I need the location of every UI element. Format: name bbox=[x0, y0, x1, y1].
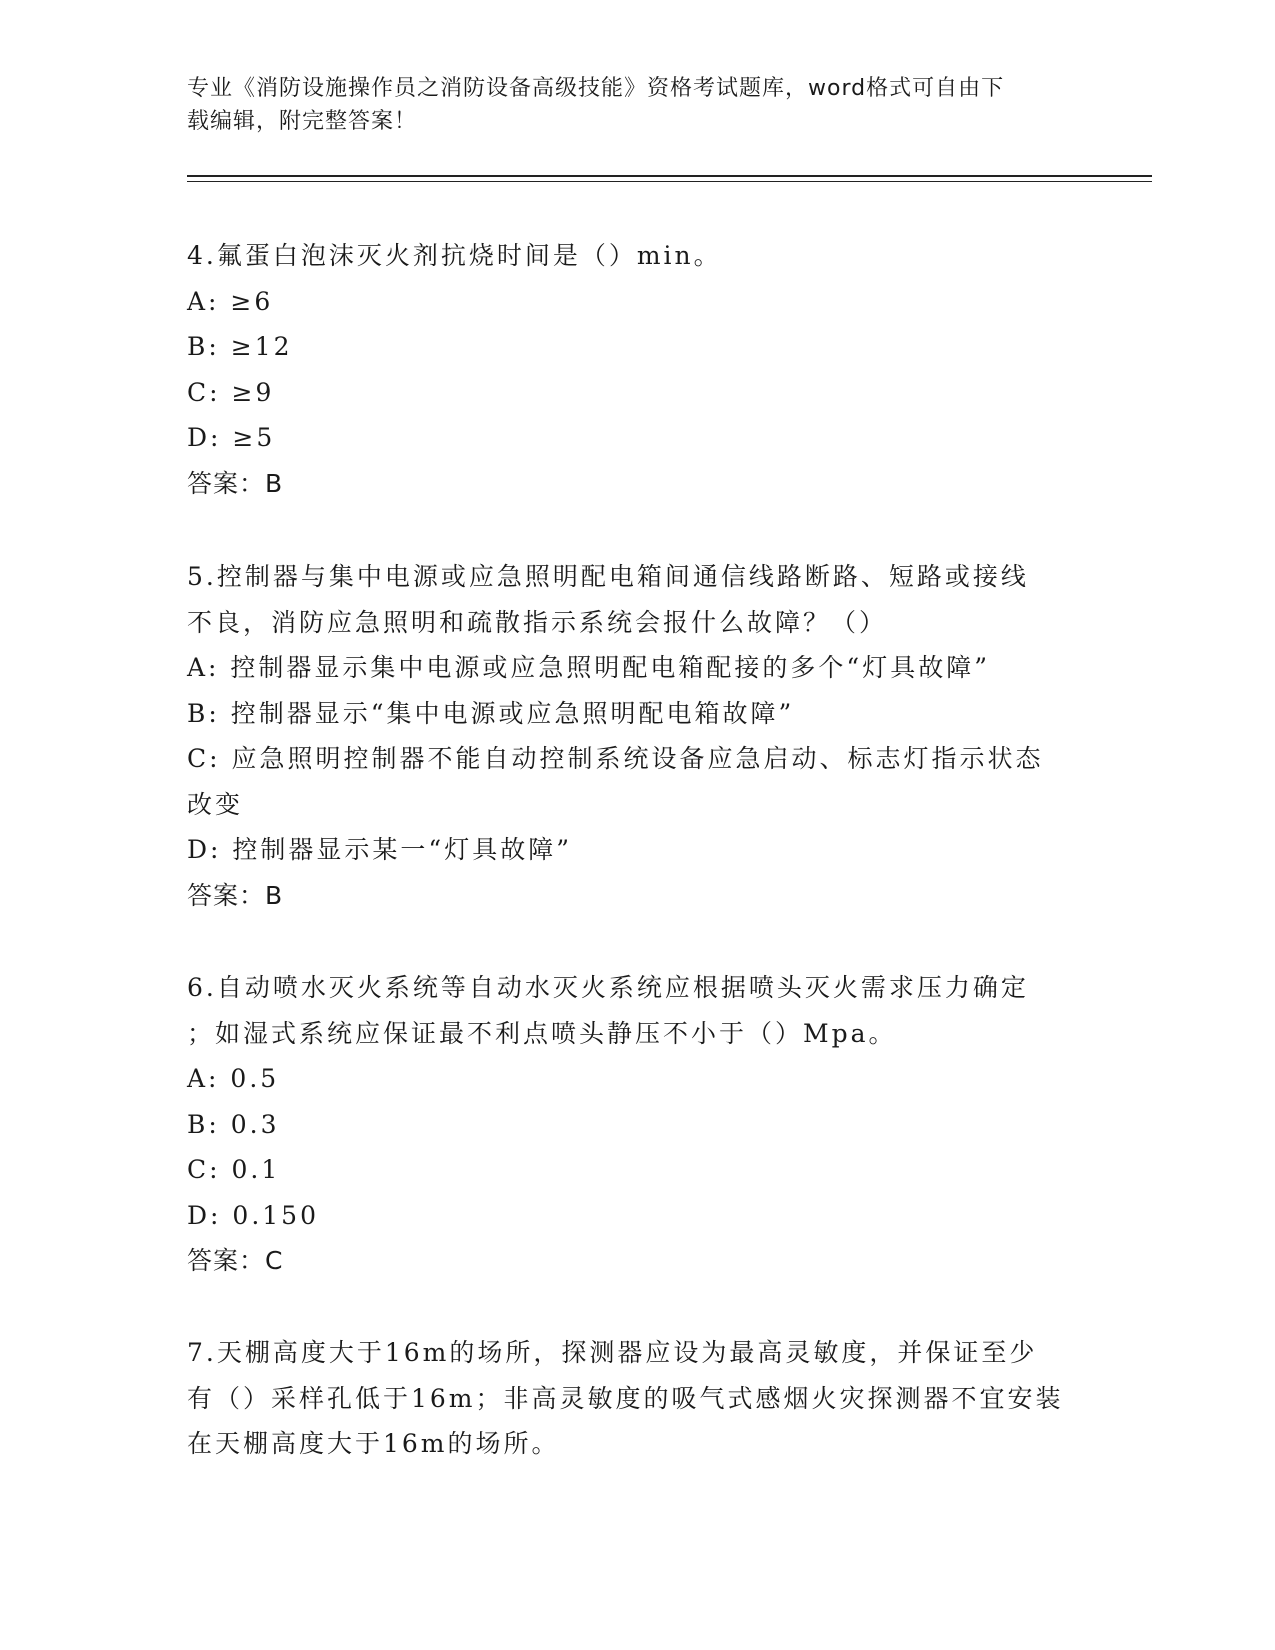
question-4 bbox=[187, 233, 1087, 506]
option-d: D: 0.150 bbox=[187, 1200, 319, 1230]
option-c: C: 0.1 bbox=[187, 1155, 281, 1184]
option-b: B: 0.3 bbox=[187, 1109, 280, 1139]
answer: 答案：B bbox=[187, 468, 284, 498]
option-b: B: 控制器显示“集中电源或应急照明配电箱故障” bbox=[187, 698, 795, 728]
document-header bbox=[187, 72, 1067, 138]
question-stem-line-1: 5.控制器与集中电源或应急照明配电箱间通信线路断路、短路或接线 bbox=[187, 562, 1029, 591]
question-7 bbox=[187, 1330, 1087, 1467]
question-stem-line-1: 6.自动喷水灭火系统等自动水灭火系统应根据喷头灭火需求压力确定 bbox=[187, 973, 1029, 1002]
question-stem-line-2: 不良，消防应急照明和疏散指示系统会报什么故障？（） bbox=[187, 607, 888, 637]
question-stem-line-3: 在天棚高度大于16m的场所。 bbox=[187, 1429, 560, 1458]
option-a: A: 控制器显示集中电源或应急照明配电箱配接的多个“灯具故障” bbox=[187, 653, 990, 682]
question-stem-line-1: 7.天棚高度大于16m的场所，探测器应设为最高灵敏度，并保证至少 bbox=[187, 1338, 1038, 1367]
header-divider-thin bbox=[187, 181, 1152, 182]
option-c: C: 应急照明控制器不能自动控制系统设备应急启动、标志灯指示状态 bbox=[187, 744, 1044, 773]
question-stem: 4.氟蛋白泡沫灭火剂抗烧时间是（）min。 bbox=[187, 241, 722, 270]
option-d: D: 控制器显示某一“灯具故障” bbox=[187, 835, 572, 864]
header-divider-thick bbox=[187, 175, 1152, 177]
header-line-2: 载编辑，附完整答案！ bbox=[187, 109, 418, 134]
answer: 答案：B bbox=[187, 880, 284, 910]
option-c: C: ≥9 bbox=[187, 377, 275, 407]
question-5 bbox=[187, 554, 1087, 918]
option-d: D: ≥5 bbox=[187, 423, 276, 452]
question-stem-line-2: ；如湿式系统应保证最不利点喷头静压不小于（）Mpa。 bbox=[187, 1018, 897, 1048]
answer: 答案：C bbox=[187, 1246, 284, 1275]
option-c-continuation: 改变 bbox=[187, 789, 244, 819]
option-a: A: 0.5 bbox=[187, 1064, 280, 1093]
question-stem-line-2: 有（）采样孔低于16m；非高灵敏度的吸气式感烟火灾探测器不宜安装 bbox=[187, 1383, 1064, 1413]
option-a: A: ≥6 bbox=[187, 286, 274, 316]
option-b: B: ≥12 bbox=[187, 332, 293, 361]
header-line-1: 专业《消防设施操作员之消防设备高级技能》资格考试题库，word格式可自由下 bbox=[187, 76, 1005, 101]
question-6 bbox=[187, 965, 1087, 1284]
